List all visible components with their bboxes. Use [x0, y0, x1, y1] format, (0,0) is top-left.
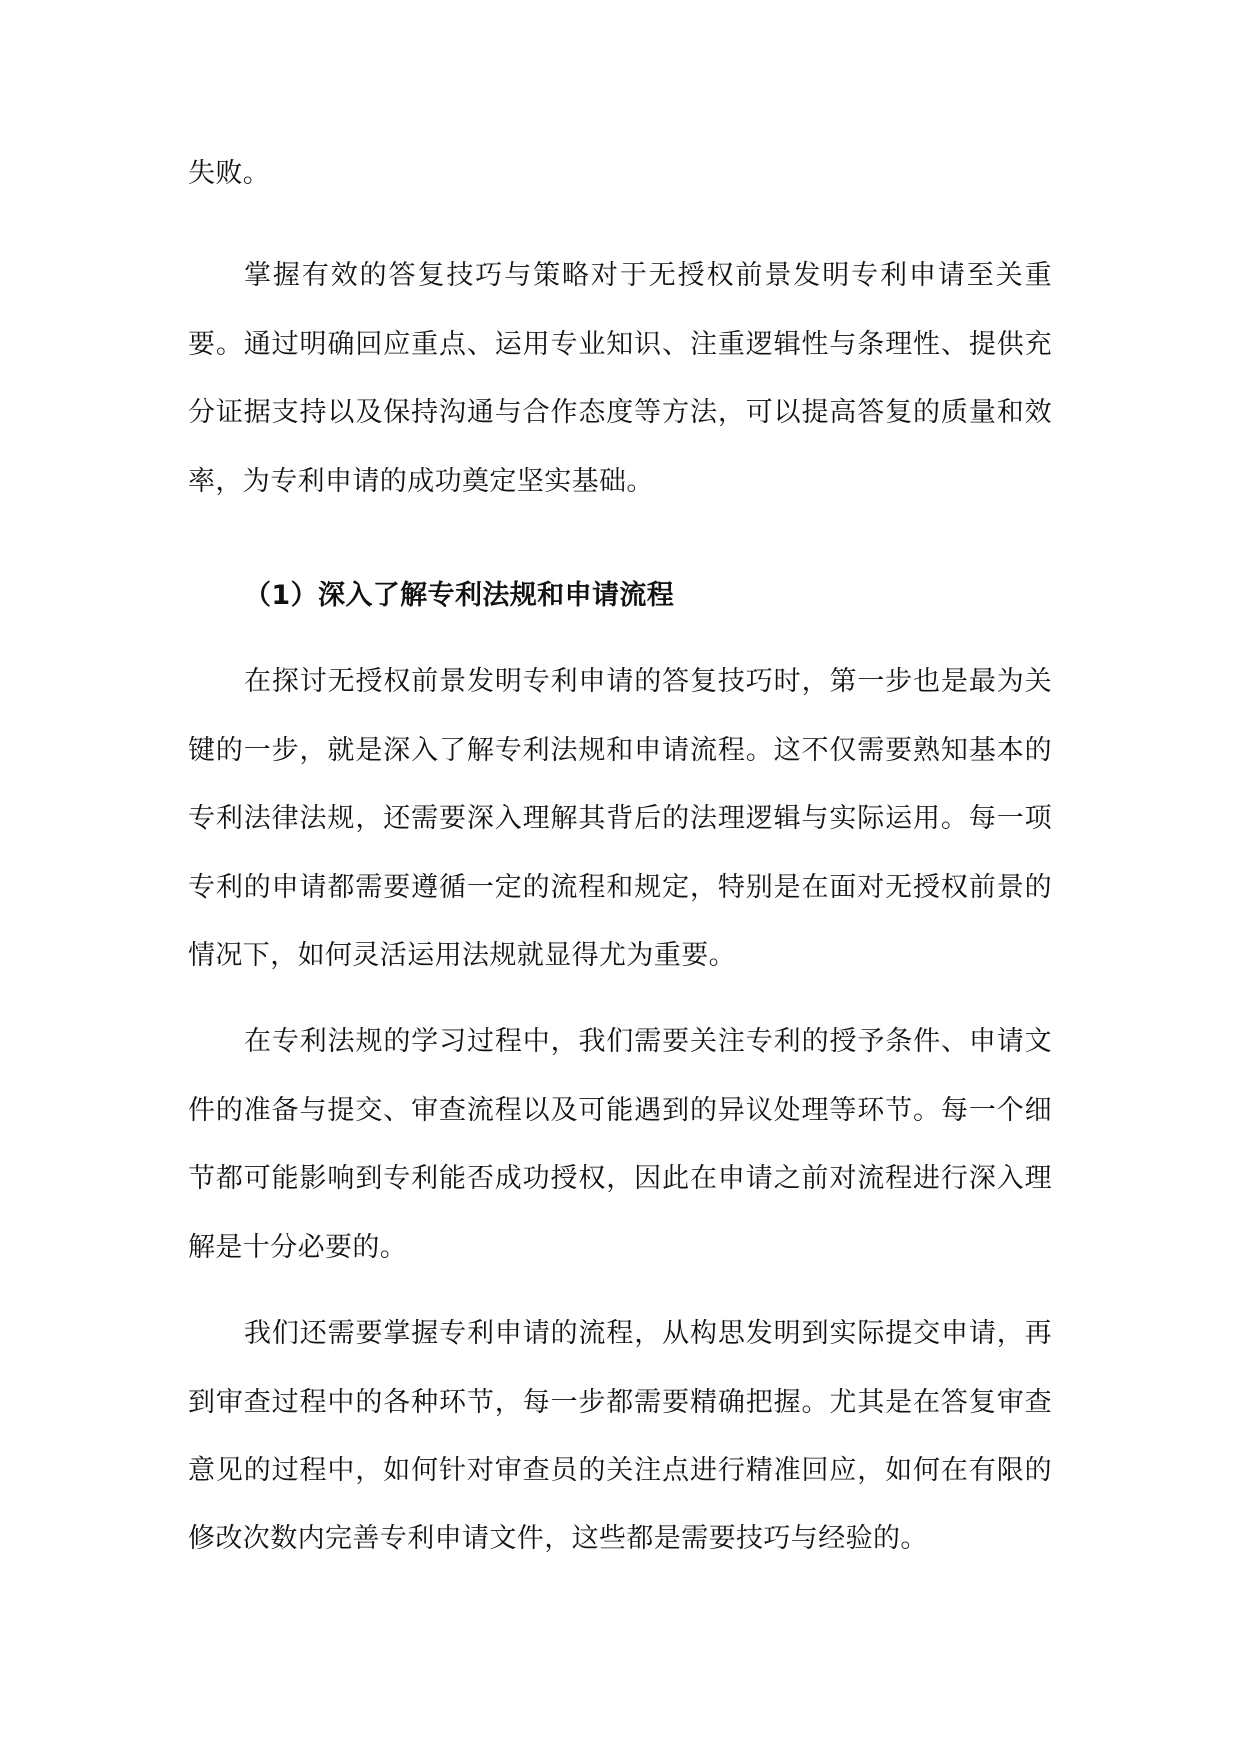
paragraph-body: 在专利法规的学习过程中，我们需要关注专利的授予条件、申请文件的准备与提交、审查流程以及可能遇到的异议处理等环节。每一个细节都可能影响到专利能否成功授权，因此在申请之前对流程进行深入理解是十分必要的。	[188, 1026, 1052, 1263]
document-body	[188, 140, 1052, 1574]
paragraph-continuation: 失败。	[188, 158, 271, 189]
paragraph-body: 在探讨无授权前景发明专利申请的答复技巧时，第一步也是最为关键的一步，就是深入了解专利法规和申请流程。这不仅需要熟知基本的专利法律法规，还需要深入理解其背后的法理逻辑与实际运用。每一项专利的申请都需要遵循一定的流程和规定，特别是在面对无授权前景的情况下，如何灵活运用法规就显得尤为重要。	[188, 666, 1052, 972]
section-heading: （1）深入了解专利法规和申请流程	[244, 580, 675, 612]
paragraph-body: 我们还需要掌握专利申请的流程，从构思发明到实际提交申请，再到审查过程中的各种环节，每一步都需要精确把握。尤其是在答复审查意见的过程中，如何针对审查员的关注点进行精准回应，如何在有限的修改次数内完善专利申请文件，这些都是需要技巧与经验的。	[188, 1318, 1052, 1555]
paragraph-summary: 掌握有效的答复技巧与策略对于无授权前景发明专利申请至关重要。通过明确回应重点、运用专业知识、注重逻辑性与条理性、提供充分证据支持以及保持沟通与合作态度等方法，可以提高答复的质量和效率，为专利申请的成功奠定坚实基础。	[188, 260, 1052, 497]
